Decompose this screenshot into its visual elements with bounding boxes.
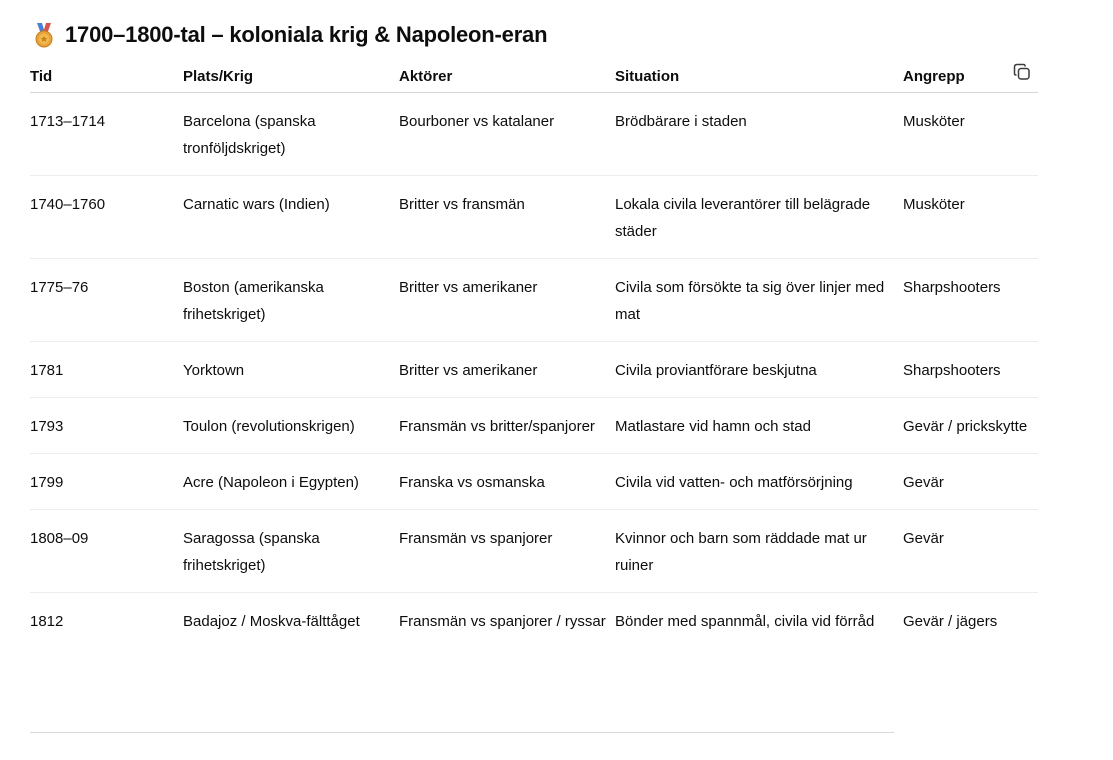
cell-tid: 1740–1760 (30, 176, 183, 259)
cell-tid: 1808–09 (30, 510, 183, 593)
cell-angrepp: Gevär / prickskytte (903, 398, 1038, 454)
cell-angrepp: Sharpshooters (903, 342, 1038, 398)
cell-aktorer: Franska vs osmanska (399, 454, 615, 510)
cell-tid: 1793 (30, 398, 183, 454)
cell-angrepp: Gevär (903, 454, 1038, 510)
table-row (30, 342, 1038, 398)
cell-angrepp: Gevär / jägers (903, 613, 998, 630)
cell-angrepp: Sharpshooters (903, 259, 1038, 342)
column-header-aktorer: Aktörer (399, 60, 615, 93)
column-header-situation: Situation (615, 60, 903, 93)
history-table (30, 60, 1038, 648)
table-header-row (30, 60, 1038, 93)
cell-plats: Saragossa (spanska frihetskriget) (183, 510, 399, 593)
cell-plats: Acre (Napoleon i Egypten) (183, 454, 399, 510)
cell-aktorer: Fransmän vs spanjorer / ryssar (399, 613, 606, 630)
cell-situation: Civila vid vatten- och matförsörjning (615, 454, 903, 510)
cell-situation: Brödbärare i staden (615, 93, 903, 176)
cell-aktorer: Britter vs amerikaner (399, 342, 615, 398)
table-row (30, 176, 1038, 259)
cell-situation: Civila som försökte ta sig över linjer med mat (615, 259, 903, 342)
cell-situation: Bönder med spannmål, civila vid förråd (615, 613, 875, 630)
column-header-angrepp: Angrepp (903, 60, 1038, 93)
cell-aktorer: Bourboner vs katalaner (399, 93, 615, 176)
cell-situation: Civila proviantförare beskjutna (615, 342, 903, 398)
cell-aktorer: Britter vs fransmän (399, 176, 615, 259)
table-row (30, 454, 1038, 510)
column-header-tid: Tid (30, 60, 183, 93)
cell-situation: Matlastare vid hamn och stad (615, 398, 903, 454)
cell-angrepp: Musköter (903, 93, 1038, 176)
table-row (30, 398, 1038, 454)
cell-plats: Badajoz / Moskva-fälttåget (183, 613, 360, 630)
medal-icon (32, 22, 56, 48)
cell-aktorer: Britter vs amerikaner (399, 259, 615, 342)
column-header-plats: Plats/Krig (183, 60, 399, 93)
table-row (30, 593, 1038, 649)
cell-angrepp: Musköter (903, 176, 1038, 259)
cell-aktorer: Fransmän vs britter/spanjorer (399, 398, 615, 454)
cell-plats: Barcelona (spanska tronföljdskriget) (183, 93, 399, 176)
cell-angrepp: Gevär (903, 510, 1038, 593)
cell-plats: Yorktown (183, 342, 399, 398)
table-row (30, 259, 1038, 342)
cell-plats: Toulon (revolutionskrigen) (183, 398, 399, 454)
section-heading (32, 22, 547, 48)
page-title: 1700–1800-tal – koloniala krig & Napoleon-eran (65, 22, 548, 47)
cell-tid: 1713–1714 (30, 93, 183, 176)
cell-tid: 1775–76 (30, 259, 183, 342)
data-table-container (30, 60, 1038, 648)
cell-aktorer: Fransmän vs spanjorer (399, 510, 615, 593)
cell-plats: Boston (amerikanska frihetskriget) (183, 259, 399, 342)
section-divider (30, 732, 894, 733)
cell-situation: Lokala civila leverantörer till belägrade städer (615, 176, 903, 259)
cell-tid: 1799 (30, 454, 183, 510)
table-row (30, 510, 1038, 593)
cell-plats: Carnatic wars (Indien) (183, 176, 399, 259)
table-row (30, 93, 1038, 176)
cell-tid: 1781 (30, 342, 183, 398)
cell-situation: Kvinnor och barn som räddade mat ur ruiner (615, 510, 903, 593)
cell-tid: 1812 (30, 613, 64, 630)
